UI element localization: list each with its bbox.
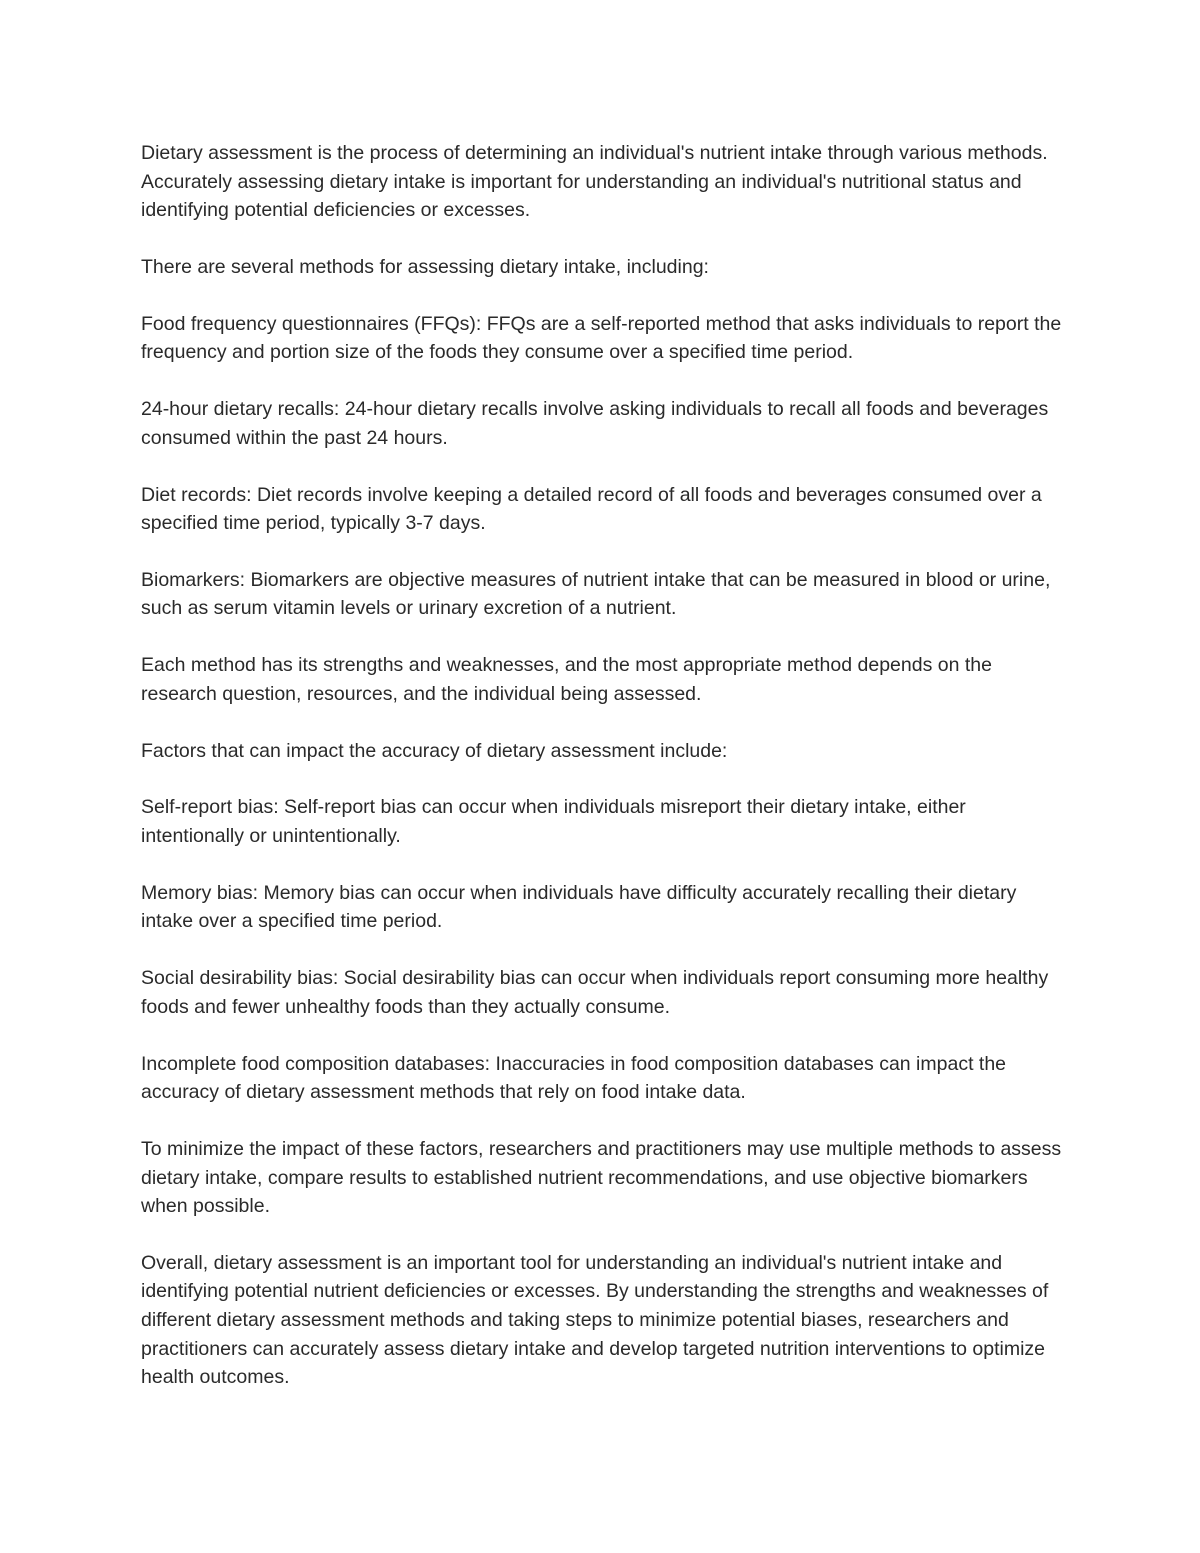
paragraph-method-tradeoffs: Each method has its strengths and weaknesses, and the most appropriate method depends on the research question, resources, and the individual being assessed. — [141, 654, 992, 705]
document-body — [141, 139, 1071, 1420]
paragraph-conclusion: Overall, dietary assessment is an important tool for understanding an individual's nutrient intake and identifying potential nutrient deficiencies or excesses. By understanding the strengths and weaknesses of different dietary assessment methods and taking steps to minimize potential biases, researchers and practitioners can accurately assess dietary intake and develop targeted nutrition interventions to optimize health outcomes. — [141, 1251, 1049, 1389]
paragraph-minimize-impact: To minimize the impact of these factors, researchers and practitioners may use multiple methods to assess dietary intake, compare results to established nutrient recommendations, and use objective biomarkers when possible. — [141, 1137, 1062, 1218]
paragraph-ffq: Food frequency questionnaires (FFQs): FFQs are a self-reported method that asks individuals to report the frequency and portion size of the foods they consume over a specified time period. — [141, 312, 1062, 364]
paragraph-self-report-bias: Self-report bias: Self-report bias can occur when individuals misreport their dietary intake, either intentionally or unintentionally. — [141, 796, 966, 847]
paragraph-food-composition-databases: Incomplete food composition databases: Inaccuracies in food composition databases can impact the accuracy of dietary assessment methods that rely on food intake data. — [141, 1052, 1007, 1104]
paragraph-methods-heading: There are several methods for assessing dietary intake, including: — [141, 255, 709, 278]
paragraph-memory-bias: Memory bias: Memory bias can occur when individuals have difficulty accurately recalling their dietary intake over a specified time period. — [141, 881, 1017, 933]
paragraph-social-desirability-bias: Social desirability bias: Social desirability bias can occur when individuals report consuming more healthy foods and fewer unhealthy foods than they actually consume. — [141, 967, 1049, 1018]
paragraph-factors-heading: Factors that can impact the accuracy of dietary assessment include: — [141, 739, 728, 762]
paragraph-biomarkers: Biomarkers: Biomarkers are objective measures of nutrient intake that can be measured in blood or urine, such as serum vitamin levels or urinary excretion of a nutrient. — [141, 568, 1051, 620]
paragraph-intro: Dietary assessment is the process of determining an individual's nutrient intake through various methods. Accurately assessing dietary intake is important for understanding an individual's nutritional status and identifying potential deficiencies or excesses. — [141, 142, 1048, 222]
paragraph-24h-recall: 24-hour dietary recalls: 24-hour dietary recalls involve asking individuals to recall all foods and beverages consumed within the past 24 hours. — [141, 398, 1049, 449]
paragraph-diet-records: Diet records: Diet records involve keeping a detailed record of all foods and beverages consumed over a specified time period, typically 3-7 days. — [141, 483, 1042, 535]
